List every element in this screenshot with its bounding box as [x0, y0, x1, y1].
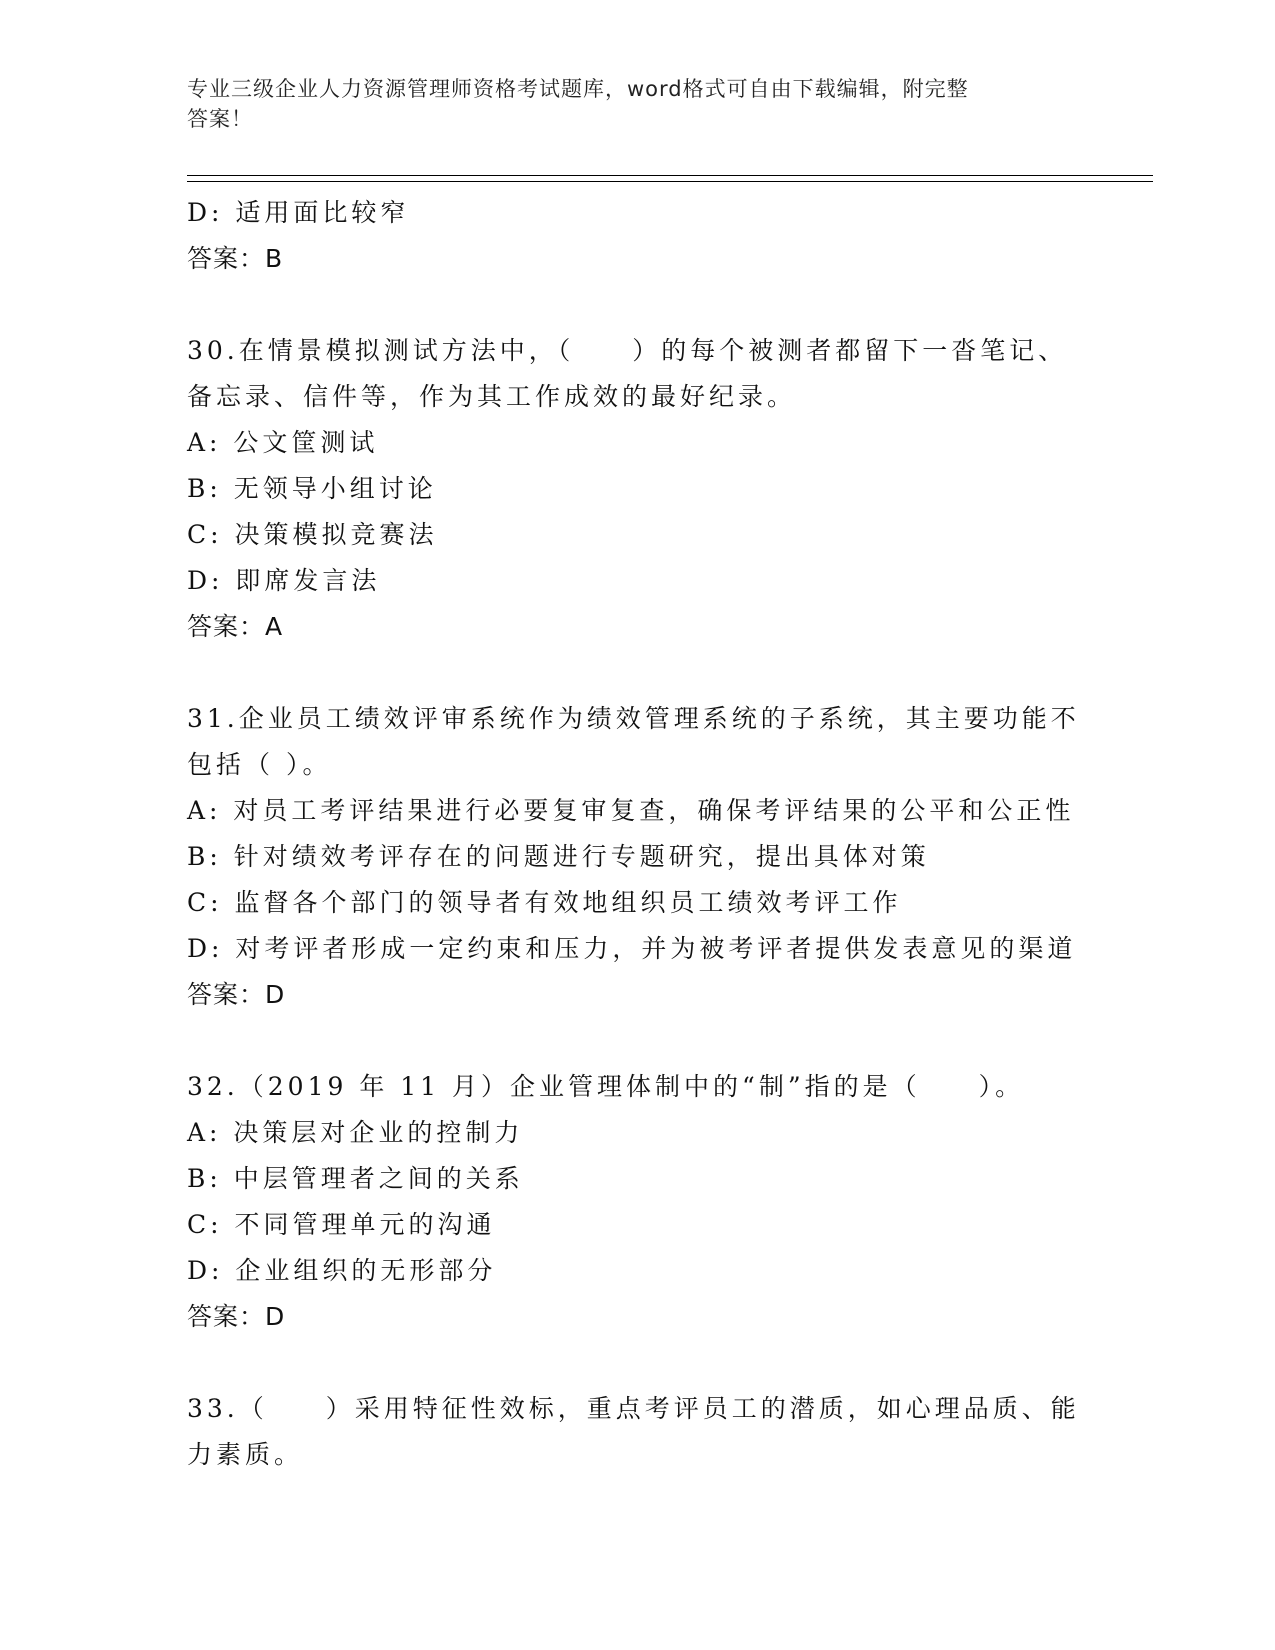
- question-32: [187, 1064, 1087, 1340]
- option-d: D: 即席发言法: [187, 566, 381, 595]
- answer-line: 答案：B: [187, 244, 284, 273]
- question-stem-line: 31.企业员工绩效评审系统作为绩效管理系统的子系统，其主要功能不: [187, 704, 1080, 733]
- option-d: D: 适用面比较窄: [187, 198, 410, 227]
- option-a: A: 公文筐测试: [187, 428, 379, 457]
- question-stem-line: 30.在情景模拟测试方法中，（ ）的每个被测者都留下一沓笔记、: [187, 336, 1068, 365]
- option-b: B: 针对绩效考评存在的问题进行专题研究，提出具体对策: [187, 842, 930, 871]
- spacer: [187, 1340, 1087, 1386]
- question-stem-line: 33.（ ）采用特征性效标，重点考评员工的潜质，如心理品质、能: [187, 1394, 1080, 1423]
- question-stem-line: 32.（2019 年 11 月）企业管理体制中的“制”指的是（ ）。: [187, 1072, 1025, 1101]
- header-line-1: 专业三级企业人力资源管理师资格考试题库，word格式可自由下载编辑，附完整: [187, 77, 969, 101]
- option-c: C: 监督各个部门的领导者有效地组织员工绩效考评工作: [187, 888, 902, 917]
- option-b: B: 无领导小组讨论: [187, 474, 437, 503]
- document-header: [187, 74, 1067, 134]
- header-line-2: 答案！: [187, 107, 253, 131]
- spacer: [187, 650, 1087, 696]
- answer-line: 答案：D: [187, 1302, 286, 1331]
- option-d: D: 企业组织的无形部分: [187, 1256, 497, 1285]
- header-divider-bottom: [187, 181, 1153, 182]
- spacer: [187, 282, 1087, 328]
- header-divider-top: [187, 175, 1153, 176]
- question-list: [187, 190, 1087, 1478]
- option-a: A: 决策层对企业的控制力: [187, 1118, 524, 1147]
- answer-line: 答案：A: [187, 612, 284, 641]
- option-c: C: 决策模拟竞赛法: [187, 520, 438, 549]
- answer-line: 答案：D: [187, 980, 286, 1009]
- spacer: [187, 1018, 1087, 1064]
- question-30: [187, 328, 1087, 650]
- option-c: C: 不同管理单元的沟通: [187, 1210, 496, 1239]
- option-a: A: 对员工考评结果进行必要复审复查，确保考评结果的公平和公正性: [187, 796, 1075, 825]
- question-fragment-29: [187, 190, 1087, 282]
- option-b: B: 中层管理者之间的关系: [187, 1164, 524, 1193]
- question-stem-line: 备忘录、信件等，作为其工作成效的最好纪录。: [187, 382, 797, 411]
- question-stem-line: 力素质。: [187, 1440, 304, 1469]
- question-31: [187, 696, 1087, 1018]
- question-33: [187, 1386, 1087, 1478]
- option-d: D: 对考评者形成一定约束和压力，并为被考评者提供发表意见的渠道: [187, 934, 1077, 963]
- question-stem-line: 包括（ ）。: [187, 750, 332, 779]
